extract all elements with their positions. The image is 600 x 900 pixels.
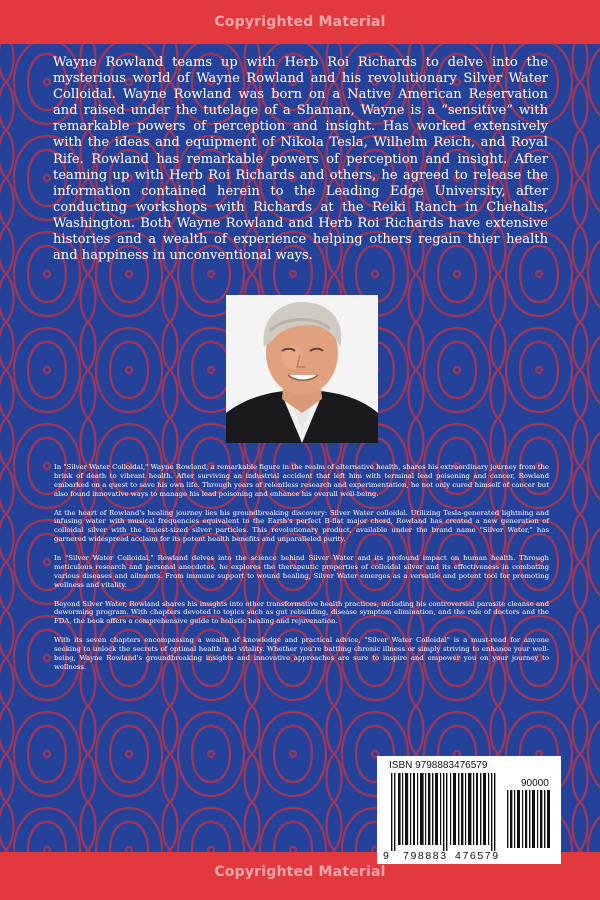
author-bio: Wayne Rowland teams up with Herb Roi Richards to delve into the mysterious world of Wayne Rowland and his revolutionary Silver Water Colloidal. Wayne Rowland was born on a Native American Reservation and raised under the tutelage of a Shaman, Wayne is a “sensitive” with remarkable powers of perception and insight. Has worked extensively with the ideas and equipment of Nikola Tesla, Wilhelm Reich, and Royal Rife. Rowland has remarkable powers of perception and insight. After teaming up with Herb Roi Richards and others, he agreed to release the information contained herein to the Leading Edge University, after conducting workshops with Richards at the Reiki Ranch in Chehalis, Washington. Both Wayne Rowland and Herb Roi Richards have extensive histories and a wealth of experience helping others regain thier health and happiness in unconventional ways. [53, 55, 548, 264]
description-paragraph: Beyond Silver Water, Rowland shares his insights into other transformative health practices, including his controversial parasite cleanse and deworming program. With chapters devoted to topics such as gut rebuilding, disease symptom elimination, and the role of doctors and the FDA, the book offers a comprehensive guide to holistic healing and rejuvenation. [54, 599, 549, 626]
watermark-top: Copyrighted Material [214, 14, 386, 30]
description-paragraph: At the heart of Rowland's healing journey lies his groundbreaking discovery: Silver Water colloidal. Utilizing Tesla-generated lightning and infusing water with musical frequencies equivalent to the Earth's perfect B-flat major chord, Rowland has created a new generation of colloidal silver with the tiniest-sized silver particles. This revolutionary product, available under the brand name "Silver Water," has garnered widespread acclaim for its potent health benefits and unparalleled purity. [54, 508, 549, 544]
isbn-label: ISBN 9798883476579 [389, 760, 488, 771]
description-paragraph: In "Silver Water Colloidal," Rowland delves into the science behind Silver Water and its profound impact on human health. Through meticulous research and personal anecdotes, he explores the therapeutic properties of colloidal silver and its effectiveness in combating various diseases and ailments. From immune support to wound healing, Silver Water emerges as a versatile and potent tool for promoting wellness and vitality. [54, 554, 549, 589]
description-paragraph: In "Silver Water Colloidal," Wayne Rowland, a remarkable figure in the realm of alternative health, shares his extraordinary journey from the brink of death to vibrant health. After surviving an industrial accident that left him with terminal lead poisoning and cancer, Rowland embarked on a quest to save his own life. Through years of relentless research and experimentation, he not only cured himself of cancer but also found innovative ways to manage his lead poisoning and enhance his overall well-being. [54, 463, 549, 498]
author-photo [226, 295, 378, 443]
isbn-digit-lead: 9 [383, 850, 389, 862]
book-description [54, 463, 549, 682]
barcode-bars [377, 756, 561, 864]
watermark-bottom: Copyrighted Material [214, 864, 386, 880]
isbn-digits-right: 476579 [455, 850, 500, 862]
author-portrait-image [226, 295, 378, 443]
description-paragraph: With its seven chapters encompassing a wealth of knowledge and practical advice, "Silver Water Colloidal" is a must-read for anyone seeking to unlock the secrets of optimal health and vitality. Whether you're battling chronic illness or simply striving to enhance your well-being, Wayne Rowland's groundbreaking insights and innovative approaches are sure to inspire and empower you on your journey to wellness. [54, 636, 549, 671]
isbn-digits-left: 798883 [403, 850, 448, 862]
price-code: 90000 [521, 778, 549, 789]
isbn-barcode [377, 756, 561, 864]
